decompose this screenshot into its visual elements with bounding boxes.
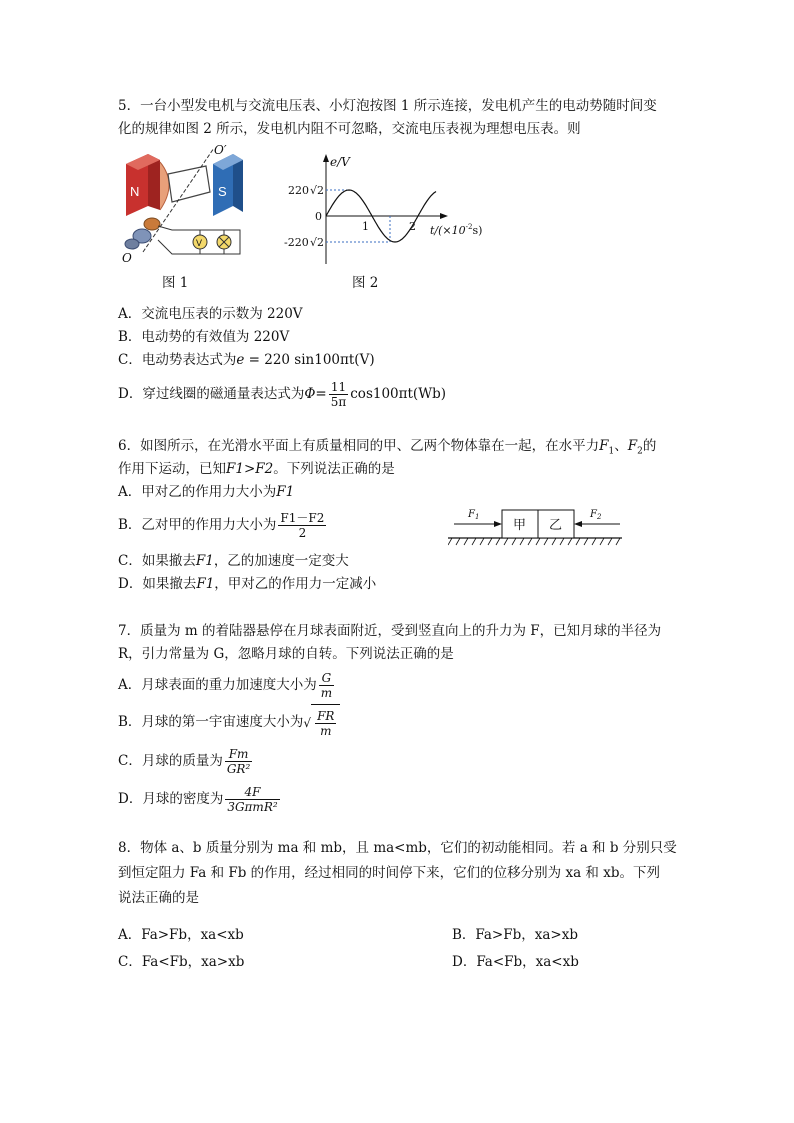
fig1-caption: 图 1 <box>162 275 189 291</box>
q6-stem-line2: 作用下运动，已知F1>F2。下列说法正确的是 <box>118 461 395 477</box>
q7-option-a: A．月球表面的重力加速度大小为 $\frac{G}{m}$ <box>118 671 333 700</box>
q8-option-b: B．Fa>Fb，xa>xb <box>452 927 578 943</box>
axis-o-prime-label: O′ <box>214 144 227 157</box>
q5-stem-line2: 化的规律如图 2 所示，发电机内阻不可忽略，交流电压表视为理想电压表。则 <box>118 121 581 137</box>
q8-option-a: A．Fa>Fb，xa<xb <box>118 927 244 943</box>
q6-option-a: A．甲对乙的作用力大小为F1 <box>118 484 295 500</box>
q8-stem-line2: 到恒定阻力 Fa 和 Fb 的作用，经过相同的时间停下来，它们的位移分别为 xa 和 xb。下列 <box>118 865 660 881</box>
axis-o-label: O <box>122 251 132 265</box>
q8-stem-line1: 8．物体 a、b 质量分别为 ma 和 mb，且 ma<mb，它们的初动能相同。若 a 和 b 分别只受 <box>118 840 677 856</box>
blocks-figure <box>448 504 628 548</box>
q6-stem-line1: 6．如图所示，在光滑水平面上有质量相同的甲、乙两个物体靠在一起，在水平力$F_1$、$F_2$的 <box>118 438 657 457</box>
ytick-top-sqrt: 2 <box>317 184 324 197</box>
xtick-1: 1 <box>362 220 369 233</box>
q8-option-d: D．Fa<Fb，xa<xb <box>452 954 579 970</box>
emf-time-graph <box>282 152 492 270</box>
q8-option-c: C．Fa<Fb，xa>xb <box>118 954 245 970</box>
voltmeter-label: V <box>196 238 203 248</box>
svg-text:√: √ <box>310 236 318 249</box>
q5-option-a: A．交流电压表的示数为 220V <box>118 306 303 322</box>
y-axis-label: e/V <box>330 155 350 169</box>
ytick-bottom-sqrt: 2 <box>317 236 324 249</box>
generator-figure <box>118 144 258 266</box>
q7-stem-line1: 7．质量为 m 的着陆器悬停在月球表面附近，受到竖直向上的升力为 F，已知月球的半径为 <box>118 623 662 639</box>
q7-option-b: B．月球的第一宇宙速度大小为√ $\frac{FR}{m}$ <box>118 704 340 740</box>
q6-option-b: B．乙对甲的作用力大小为 $\frac{F1-F2}{2}$ <box>118 511 325 540</box>
force-f1-label: $F_1$ <box>468 509 480 521</box>
n-pole-label: N <box>130 184 140 199</box>
q6-option-d: D．如果撤去F1，甲对乙的作用力一定减小 <box>118 576 377 592</box>
svg-text:√: √ <box>310 184 318 197</box>
ytick-top: 220 <box>288 184 309 197</box>
q5-stem-line1: 5．一台小型发电机与交流电压表、小灯泡按图 1 所示连接，发电机产生的电动势随时间变 <box>118 98 657 114</box>
ytick-zero: 0 <box>315 210 322 223</box>
fig2-caption: 图 2 <box>352 275 379 291</box>
q5-option-c: C．电动势表达式为e = 220 sin100πt(V) <box>118 352 375 368</box>
q8-stem-line3: 说法正确的是 <box>118 890 199 906</box>
q5-option-b: B．电动势的有效值为 220V <box>118 329 290 345</box>
q5-option-d: D．穿过线圈的磁通量表达式为Φ= $\frac{11}{5\pi}$ cos100πt(Wb) <box>118 380 446 409</box>
q7-option-d: D．月球的密度为 $\frac{4F}{\text{3GπmR²}}$ <box>118 785 278 814</box>
q7-option-c: C．月球的质量为 $\frac{Fm}{\text{GR²}}$ <box>118 747 251 776</box>
q7-stem-line2: R，引力常量为 G，忽略月球的自转。下列说法正确的是 <box>118 646 454 662</box>
force-f2-label: $F_2$ <box>590 509 602 521</box>
s-pole-label: S <box>218 184 227 199</box>
x-axis-label: $t/(\times 10^{-2}s)$ <box>430 223 483 237</box>
xtick-2: 2 <box>409 220 416 233</box>
q6-option-c: C．如果撤去F1，乙的加速度一定变大 <box>118 553 349 569</box>
ytick-bottom: -220 <box>284 236 309 249</box>
block-yi-label: 乙 <box>549 518 563 533</box>
block-jia-label: 甲 <box>513 518 527 533</box>
